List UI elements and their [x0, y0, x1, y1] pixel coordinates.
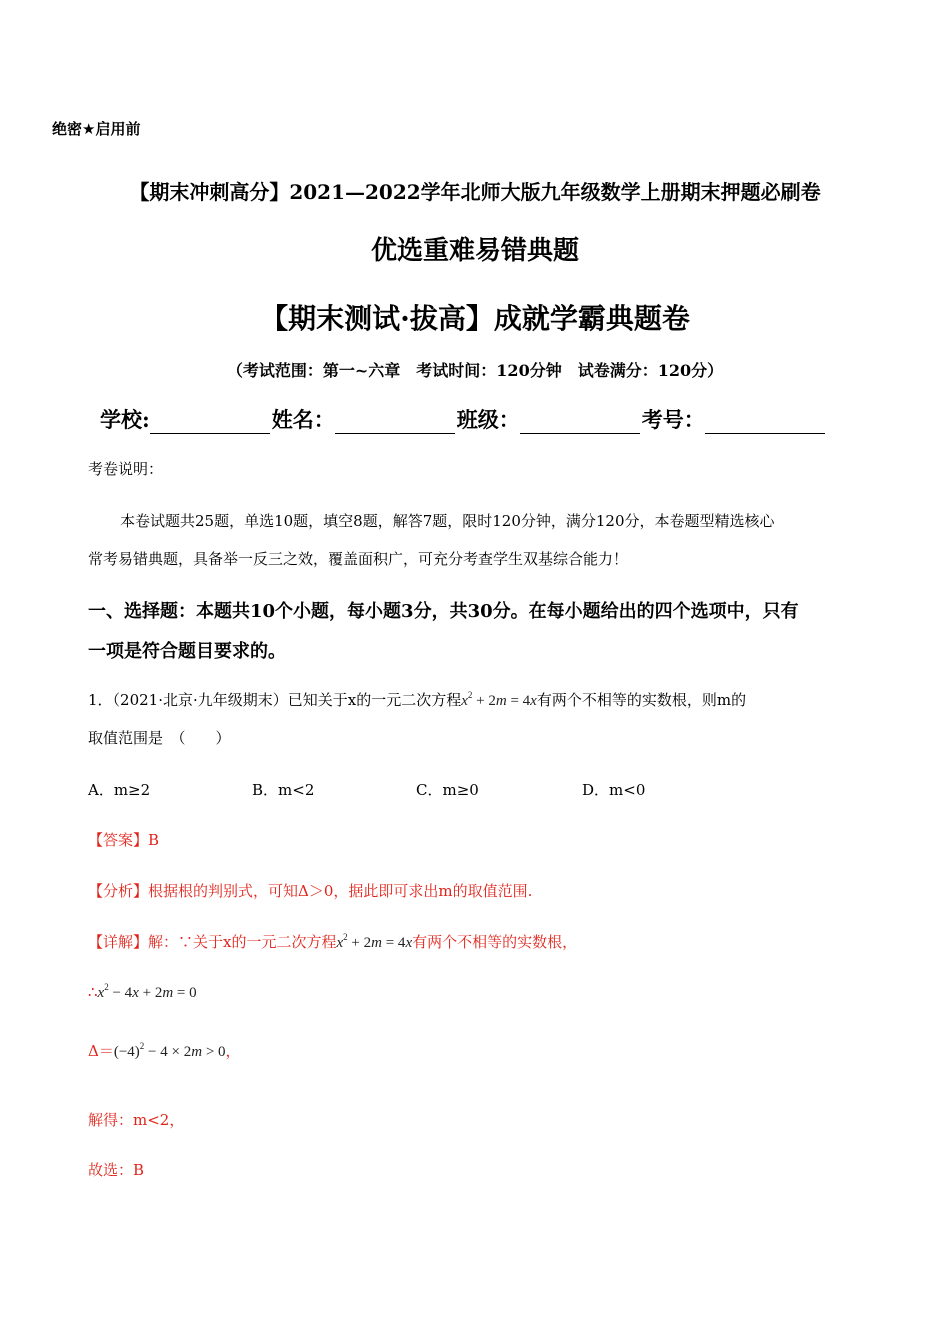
- question-1-stem-suffix: 有两个不相等的实数根，则m的: [536, 691, 747, 709]
- school-blank: [150, 411, 270, 434]
- analysis-label: 【分析】: [88, 882, 149, 900]
- number-blank: [705, 411, 825, 434]
- detail-line: [88, 931, 577, 952]
- exam-info: （考试范围：第一~六章 考试时间：120分钟 试卷满分：120分）: [226, 361, 724, 380]
- class-label: 班级：: [456, 407, 520, 432]
- exam-subtitle: 优选重难易错典题: [370, 236, 579, 266]
- step-2-equation: $(-4)^2 - 4 \times 2m > 0$: [113, 1041, 226, 1060]
- detail-suffix: 有两个不相等的实数根，: [412, 933, 578, 951]
- notes-heading: 考卷说明：: [88, 460, 164, 478]
- student-info-fields: [100, 404, 827, 434]
- answer-label: 【答案】: [88, 831, 149, 849]
- question-1-stem: [88, 689, 746, 710]
- section-heading-line-1: 一、选择题：本题共10个小题，每小题3分，共30分。在每小题给出的四个选项中，只有: [88, 601, 799, 622]
- notes-line-1: 本卷试题共25题，单选10题，填空8题，解答7题，限时120分钟，满分120分，本卷题型精选核心: [120, 512, 775, 530]
- class-blank: [520, 411, 640, 434]
- solve-line: 解得：m<2，: [88, 1111, 185, 1129]
- notes-line-2: 常考易错典题，具备举一反三之效，覆盖面积广，可充分考查学生双基综合能力！: [88, 550, 629, 568]
- step-2-line: [88, 1040, 241, 1061]
- detail-label: 【详解】: [88, 933, 149, 951]
- option-d: D．m<0: [582, 781, 646, 799]
- analysis-line: [88, 880, 532, 901]
- choose-line: 故选：B: [88, 1161, 145, 1179]
- question-1-stem-prefix: 1．（2021·北京·九年级期末）已知关于x的一元二次方程: [88, 691, 462, 709]
- step-1-equation: $x^2 - 4x + 2m = 0$: [97, 982, 197, 1001]
- step-2-prefix: Δ＝: [88, 1042, 114, 1060]
- option-a: A．m≥2: [88, 781, 151, 799]
- step-2-suffix: ，: [225, 1042, 241, 1060]
- step-1-line: [88, 982, 197, 1002]
- confidential-label: 绝密★启用前: [52, 120, 141, 138]
- option-c: C．m≥0: [416, 781, 479, 799]
- name-blank: [335, 411, 455, 434]
- exam-series-title: 【期末冲刺高分】2021—2022学年北师大版九年级数学上册期末押题必刷卷: [129, 180, 821, 204]
- analysis-text: 根据根的判别式，可知Δ＞0，据此即可求出m的取值范围.: [148, 882, 533, 900]
- detail-equation: $x^2 + 2m = 4x$: [336, 932, 413, 951]
- answer-line: [88, 829, 159, 850]
- exam-test-title: 【期末测试·拔高】成就学霸典题卷: [260, 302, 690, 335]
- question-1-equation: $x^2 + 2m = 4x$: [461, 690, 537, 709]
- detail-prefix: 解：∵关于x的一元二次方程: [148, 933, 337, 951]
- school-label: 学校:: [100, 407, 150, 432]
- question-1-stem-line-2: 取值范围是 （ ）: [88, 729, 231, 747]
- answer-value: B: [148, 831, 160, 849]
- section-heading-line-2: 一项是符合题目要求的。: [88, 641, 286, 662]
- number-label: 考号：: [641, 407, 705, 432]
- option-b: B．m<2: [252, 781, 315, 799]
- name-label: 姓名：: [271, 407, 335, 432]
- step-1-prefix: ∴: [88, 983, 98, 1001]
